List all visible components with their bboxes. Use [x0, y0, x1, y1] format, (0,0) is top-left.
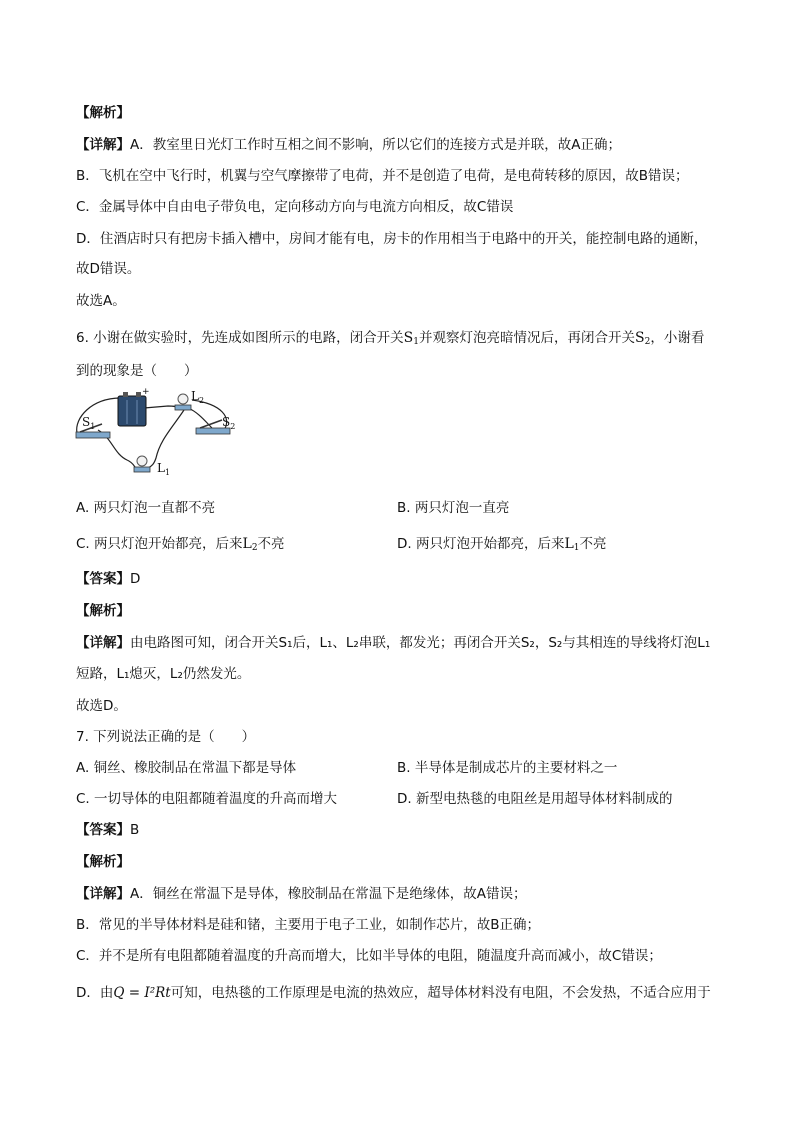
q6-option-c-l2: $L_2$	[242, 536, 258, 553]
bulb-l2-icon	[175, 394, 191, 410]
q6-answer-value: D	[130, 571, 141, 587]
q5-detail-line-c: C．金属导体中自由电子带负电，定向移动方向与电流方向相反，故C错误	[76, 199, 514, 215]
q5-detail-line-d1: D．住酒店时只有把房卡插入槽中，房间才能有电，房卡的作用相当于电路中的开关，能控制电路的通断，	[76, 231, 708, 247]
q6-option-a: A. 两只灯泡一直都不亮	[76, 500, 216, 516]
q7-answer	[76, 820, 139, 840]
q5-conclusion: 故选A。	[76, 293, 126, 309]
q7-option-d: D. 新型电热毯的电阻丝是用超导体材料制成的	[397, 791, 673, 807]
q6-analysis-label: 【解析】	[76, 603, 130, 619]
q7-answer-tag: 【答案】	[76, 822, 130, 838]
q6-detail-tag: 【详解】	[76, 635, 130, 651]
q6-answer-tag: 【答案】	[76, 571, 130, 587]
q7-detail-line-b: B．常见的半导体材料是硅和锗，主要用于电子工业，如制作芯片，故B正确；	[76, 917, 541, 933]
battery-icon	[118, 392, 146, 426]
battery-plus-label: +	[142, 388, 150, 397]
q6-stem-part3: ，小谢看	[650, 330, 705, 346]
q6-stem-line2: 到的现象是（ ）	[76, 363, 198, 379]
q6-answer	[76, 569, 140, 589]
label-l2: $L_2$	[191, 389, 205, 405]
q6-option-c: C. 两只灯泡开始都亮，后来$L_2$不亮	[76, 536, 285, 553]
label-l1: $L_1$	[157, 461, 171, 477]
q7-stem: 7. 下列说法正确的是（ ）	[76, 729, 256, 745]
q7-answer-value: B	[130, 822, 140, 838]
q7-detail-line-d: D．由Q = I²Rt可知，电热毯的工作原理是电流的热效应，超导体材料没有电阻，不会发热，不适合应用于	[76, 985, 711, 1001]
q6-stem-part1: 6. 小谢在做实验时，先连成如图所示的电路，闭合开关	[76, 330, 404, 346]
q5-detail-line-a	[76, 135, 621, 155]
q5-detail-tag: 【详解】	[76, 137, 130, 153]
q6-s1-symbol: $S_1$	[403, 330, 419, 347]
q6-option-d: D. 两只灯泡开始都亮，后来$L_1$不亮	[397, 536, 607, 553]
q6-option-b: B. 两只灯泡一直亮	[397, 500, 510, 516]
q7-option-a: A. 铜丝、橡胶制品在常温下都是导体	[76, 760, 297, 776]
q6-stem-line1	[76, 328, 704, 352]
q5-detail-a-text: A．教室里日光灯工作时互相之间不影响，所以它们的连接方式是并联，故A正确；	[130, 137, 621, 153]
q6-detail-line2: 短路，L₁熄灭，L₂仍然发光。	[76, 666, 251, 682]
q6-option-d-l1: $L_1$	[564, 536, 580, 553]
label-s2: $S_2$	[222, 415, 236, 431]
q7-detail-tag: 【详解】	[76, 886, 130, 902]
wire-battery-l2	[144, 406, 179, 408]
q6-detail-line1	[76, 633, 710, 653]
q7-analysis-label: 【解析】	[76, 854, 130, 870]
q7-detail-line-c: C．并不是所有电阻都随着温度的升高而增大，比如半导体的电阻，随温度升高而减小，故C错误；	[76, 948, 662, 964]
q7-option-c: C. 一切导体的电阻都随着温度的升高而增大	[76, 791, 338, 807]
q5-analysis-label: 【解析】	[76, 105, 130, 121]
circuit-diagram	[72, 388, 248, 480]
q5-detail-line-d2: 故D错误。	[76, 261, 141, 277]
q7-detail-a-text: A．铜丝在常温下是导体，橡胶制品在常温下是绝缘体，故A错误；	[130, 886, 527, 902]
label-s1: $S_1$	[82, 415, 96, 431]
q7-option-b: B. 半导体是制成芯片的主要材料之一	[397, 760, 618, 776]
q5-detail-line-b: B．飞机在空中飞行时，机翼与空气摩擦带了电荷，并不是创造了电荷，是电荷转移的原因，故B错误；	[76, 168, 689, 184]
q7-detail-line-a	[76, 884, 526, 904]
bulb-l1-icon	[134, 456, 150, 472]
q6-s2-symbol: $S_2$	[635, 330, 651, 347]
q6-detail-text1: 由电路图可知，闭合开关S₁后，L₁、L₂串联，都发光；再闭合开关S₂，S₂与其相连的导线将灯泡L₁	[130, 635, 711, 651]
wire-l2-l1	[148, 410, 184, 468]
joule-formula: Q = I²Rt	[113, 985, 171, 1001]
q6-conclusion: 故选D。	[76, 698, 127, 714]
q6-stem-part2: 并观察灯泡亮暗情况后，再闭合开关	[419, 330, 635, 346]
